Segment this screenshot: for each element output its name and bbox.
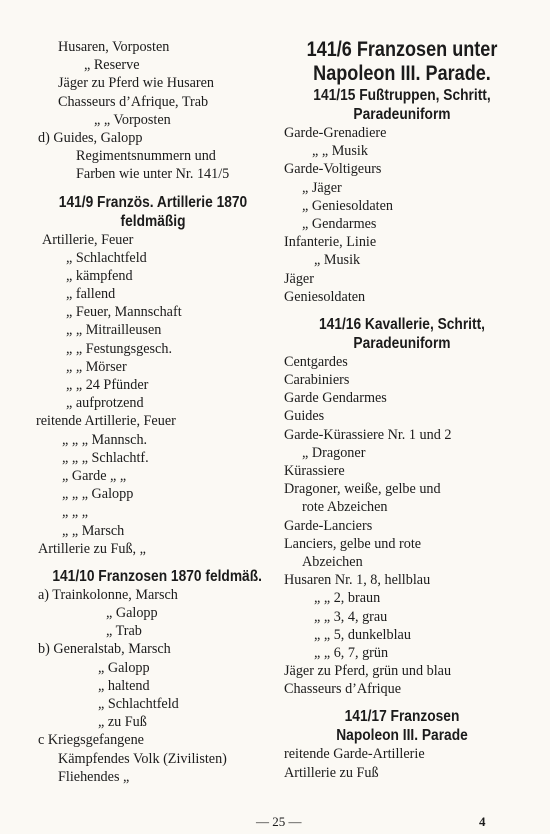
list-item: Jäger zu Pferd, grün und blau xyxy=(284,663,452,680)
list-item: „ „ Vorposten xyxy=(94,111,171,128)
list-item: Kämpfendes Volk (Zivilisten) xyxy=(58,750,227,767)
list-item: Carabiniers xyxy=(284,372,350,389)
sheet-number: 4 xyxy=(479,814,486,829)
list-item: Regimentsnummern und xyxy=(76,148,216,165)
list-item: „ fallend xyxy=(66,286,116,303)
list-item: „ Gendarmes xyxy=(302,215,377,232)
list-item: Artillerie, Feuer xyxy=(42,231,134,248)
list-item: „ „ 2, braun xyxy=(314,590,381,607)
list-item: „ aufprotzend xyxy=(66,395,144,412)
list-item: „ kämpfend xyxy=(66,267,133,284)
list-item: Artillerie zu Fuß, „ xyxy=(38,540,146,557)
section-gap xyxy=(284,698,520,707)
list-item: „ Geniesoldaten xyxy=(302,197,393,214)
list-item: „ „ Festungsgesch. xyxy=(66,340,172,357)
list-item: Jäger xyxy=(284,270,314,287)
list-item: „ Galopp xyxy=(106,605,158,622)
list-item: Dragoner, weiße, gelbe und xyxy=(284,481,441,498)
list-item: Jäger zu Pferd wie Husaren xyxy=(58,75,215,92)
list-item: rote Abzeichen xyxy=(302,499,388,516)
list-item: b) Generalstab, Marsch xyxy=(38,641,171,658)
list-item: „ „ Marsch xyxy=(62,522,125,539)
list-item: Garde-Grenadiere xyxy=(284,125,387,141)
list-item: „ „ 24 Pfünder xyxy=(66,377,149,393)
list-item: Garde Gendarmes xyxy=(284,390,387,407)
section-heading: Paradeuniform xyxy=(353,334,451,352)
list-item: Garde-Kürassiere Nr. 1 und 2 xyxy=(284,426,452,443)
section-title: 141/6 Franzosen unter xyxy=(306,38,498,61)
list-item: Geniesoldaten xyxy=(284,288,366,305)
list-item: „ „ Mitrailleusen xyxy=(66,322,162,339)
section-gap xyxy=(284,306,520,315)
list-item: „ haltend xyxy=(98,677,150,694)
list-item: d) Guides, Galopp xyxy=(38,129,143,146)
list-item: „ Dragoner xyxy=(302,444,366,461)
list-item: „ „ „ Galopp xyxy=(62,486,134,503)
section-heading: 141/17 Franzosen xyxy=(344,708,460,726)
section-title: Napoleon III. Parade. xyxy=(313,62,491,85)
section-gap xyxy=(36,184,270,193)
list-item: Husaren, Vorposten xyxy=(58,39,170,55)
list-item: „ „ „ xyxy=(62,504,88,521)
list-item: „ „ Musik xyxy=(312,143,368,160)
section-heading: 141/10 Franzosen 1870 feldmäß. xyxy=(52,567,262,585)
list-item: „ „ 5, dunkelblau xyxy=(314,626,411,643)
list-item: Guides xyxy=(284,408,325,425)
left-column xyxy=(36,38,270,786)
list-item: Kürassiere xyxy=(284,463,345,479)
section-heading: feldmäßig xyxy=(120,212,186,230)
list-item: „ Trab xyxy=(106,623,142,640)
list-item: „ „ „ Mannsch. xyxy=(62,431,148,448)
section-heading: 141/16 Kavallerie, Schritt, xyxy=(319,315,485,333)
list-item: Lanciers, gelbe und rote xyxy=(284,535,422,552)
section-heading: 141/9 Französ. Artillerie 1870 xyxy=(58,193,248,211)
list-item: „ Reserve xyxy=(84,57,140,74)
list-item: „ Jäger xyxy=(302,179,342,196)
section-heading: 141/15 Fußtruppen, Schritt, xyxy=(313,87,491,104)
list-item: „ Garde „ „ xyxy=(62,467,127,484)
list-item: c Kriegsgefangene xyxy=(38,732,144,749)
right-column xyxy=(284,38,520,782)
list-item: a) Trainkolonne, Marsch xyxy=(38,586,178,603)
list-item: Farben wie unter Nr. 141/5 xyxy=(76,166,230,183)
list-item: „ Schlachtfeld xyxy=(66,249,147,266)
list-item: reitende Artillerie, Feuer xyxy=(36,413,176,430)
list-item: Chasseurs d’Afrique xyxy=(284,681,402,698)
list-item: Garde-Voltigeurs xyxy=(284,161,382,178)
list-item: Chasseurs d’Afrique, Trab xyxy=(58,93,209,110)
list-item: „ „ „ Schlachtf. xyxy=(62,449,149,466)
list-item: Centgardes xyxy=(284,353,348,370)
list-item: Garde-Lanciers xyxy=(284,517,373,534)
list-item: reitende Garde-Artillerie xyxy=(284,746,425,763)
list-item: „ „ 3, 4, grau xyxy=(314,608,388,625)
list-item: „ Musik xyxy=(314,252,361,269)
list-item: Fliehendes „ xyxy=(58,768,130,785)
list-item: „ Schlachtfeld xyxy=(98,696,179,712)
section-gap xyxy=(36,558,270,567)
list-item: „ Feuer, Mannschaft xyxy=(66,304,182,321)
list-item: Artillerie zu Fuß xyxy=(284,764,379,781)
list-item: Abzeichen xyxy=(302,553,363,570)
section-heading: Napoleon III. Parade xyxy=(336,727,468,745)
list-item: „ Galopp xyxy=(98,659,150,676)
page-number: — 25 — xyxy=(256,814,302,829)
section-heading: Paradeuniform xyxy=(353,106,451,123)
list-item: „ „ Mörser xyxy=(66,358,127,375)
list-item: Husaren Nr. 1, 8, hellblau xyxy=(284,572,431,589)
list-item: Infanterie, Linie xyxy=(284,234,377,251)
list-item: „ zu Fuß xyxy=(98,714,147,731)
list-item: „ „ 6, 7, grün xyxy=(314,644,389,661)
